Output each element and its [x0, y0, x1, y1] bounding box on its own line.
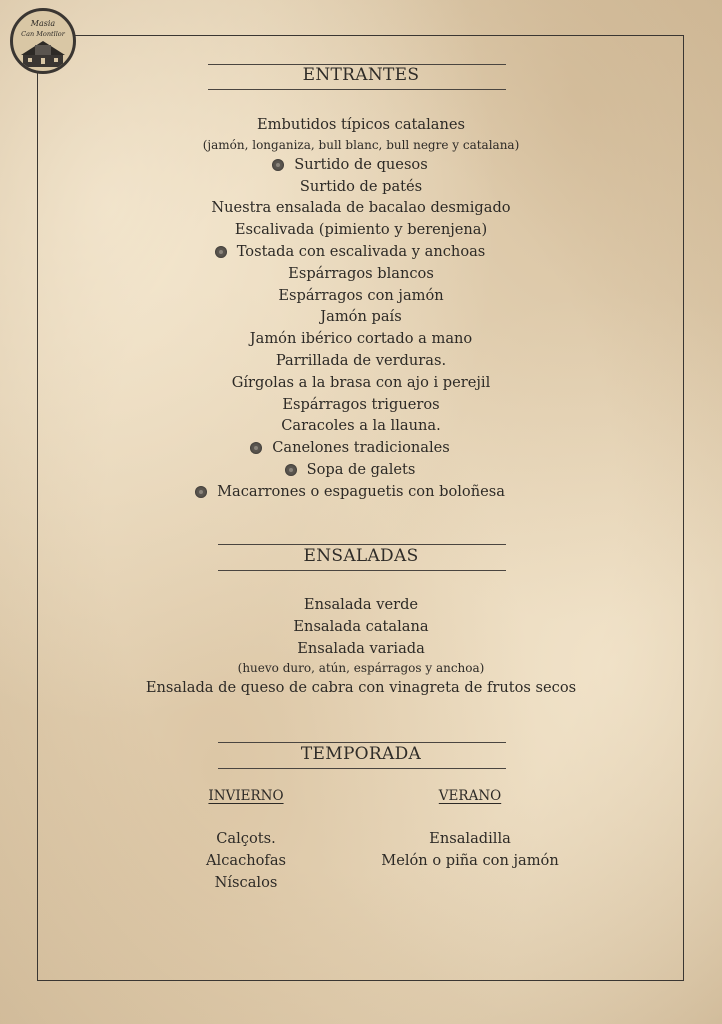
entrantes-item — [0, 219, 722, 241]
dish-marker-icon — [195, 486, 207, 498]
ensaladas-item — [0, 638, 722, 660]
farmhouse-icon — [21, 41, 65, 67]
entrantes-item — [0, 306, 722, 328]
entrantes-item-label: Parrillada de verduras. — [275, 351, 447, 369]
entrantes-item-label: Gírgolas a la brasa con ajo i perejil — [231, 373, 491, 391]
dish-marker-icon — [285, 464, 297, 476]
logo-line-1: Masia — [30, 19, 56, 28]
entrantes-item-label: Nuestra ensalada de bacalao desmigado — [211, 199, 511, 217]
entrantes-item-label: Caracoles a la llauna. — [281, 417, 441, 435]
entrantes-item-label: Sopa de galets — [307, 459, 416, 481]
entrantes-item — [0, 154, 722, 176]
seasonal-item: Calçots. — [216, 830, 276, 847]
ensaladas-item — [0, 616, 722, 638]
ensaladas-item-label: Ensalada verde — [303, 596, 419, 613]
entrantes-item — [0, 197, 722, 219]
dish-marker-icon — [272, 159, 284, 171]
seasonal-item: Alcachofas — [205, 851, 287, 869]
entrantes-item-label: Espárragos con jamón — [278, 286, 444, 304]
section-title-ensaladas: ENSALADAS — [303, 546, 419, 566]
entrantes-item-label: Escalivada (pimiento y berenjena) — [234, 221, 488, 239]
entrantes-item — [0, 241, 722, 263]
entrantes-item — [0, 481, 722, 503]
section-title-temporada: TEMPORADA — [300, 744, 422, 764]
dish-marker-icon — [215, 246, 227, 258]
temporada-rule-bottom — [218, 768, 506, 769]
temporada-rule-top — [218, 742, 506, 743]
ensaladas-item-label: Ensalada variada — [297, 639, 425, 657]
verano-column — [350, 786, 590, 872]
ensaladas-item — [0, 677, 722, 699]
entrantes-item — [0, 437, 722, 459]
entrantes-item — [0, 459, 722, 481]
entrantes-item — [0, 350, 722, 372]
entrantes-list — [0, 114, 722, 503]
seasonal-item: Melón o piña con jamón — [381, 851, 559, 869]
logo-line-2: Can Montllor — [21, 30, 65, 38]
entrantes-item — [0, 328, 722, 350]
ensaladas-item-label: Ensalada de queso de cabra con vinagreta de frutos secos — [145, 679, 577, 697]
entrantes-item-label: Surtido de quesos — [294, 154, 427, 176]
ensaladas-rule-top — [218, 544, 506, 545]
ensaladas-item — [0, 594, 722, 616]
seasonal-item: Ensaladilla — [429, 830, 511, 847]
entrantes-item — [0, 114, 722, 136]
entrantes-item-label: Jamón ibérico cortado a mano — [249, 330, 473, 348]
section-title-entrantes: ENTRANTES — [302, 65, 420, 85]
invierno-column — [176, 786, 316, 893]
entrantes-item-label: Espárragos blancos — [288, 264, 434, 282]
ensaladas-item-label: (huevo duro, atún, espárragos y anchoa) — [237, 661, 485, 676]
entrantes-item-label: Tostada con escalivada y anchoas — [237, 241, 486, 263]
verano-heading: VERANO — [438, 788, 502, 804]
invierno-heading: INVIERNO — [208, 788, 284, 804]
entrantes-item-label: Surtido de patés — [299, 177, 423, 195]
entrantes-rule-bottom — [208, 89, 506, 90]
seasonal-item: Níscalos — [214, 873, 278, 891]
entrantes-item-label: Espárragos trigueros — [282, 395, 440, 413]
entrantes-item-label: Canelones tradicionales — [272, 437, 450, 459]
ensaladas-note — [0, 659, 722, 677]
entrantes-item — [0, 394, 722, 416]
entrantes-item-label: (jamón, longaniza, bull blanc, bull negre y catalana) — [202, 137, 520, 152]
dish-marker-icon — [250, 442, 262, 454]
entrantes-note — [0, 136, 722, 154]
entrantes-item — [0, 372, 722, 394]
entrantes-item — [0, 176, 722, 198]
entrantes-item — [0, 263, 722, 285]
entrantes-item — [0, 285, 722, 307]
entrantes-item-label: Jamón país — [320, 308, 402, 326]
ensaladas-item-label: Ensalada catalana — [293, 617, 429, 635]
entrantes-item — [0, 415, 722, 437]
entrantes-item-label: Macarrones o espaguetis con boloñesa — [217, 481, 505, 503]
ensaladas-list — [0, 594, 722, 699]
entrantes-item-label: Embutidos típicos catalanes — [257, 116, 465, 133]
ensaladas-rule-bottom — [218, 570, 506, 571]
